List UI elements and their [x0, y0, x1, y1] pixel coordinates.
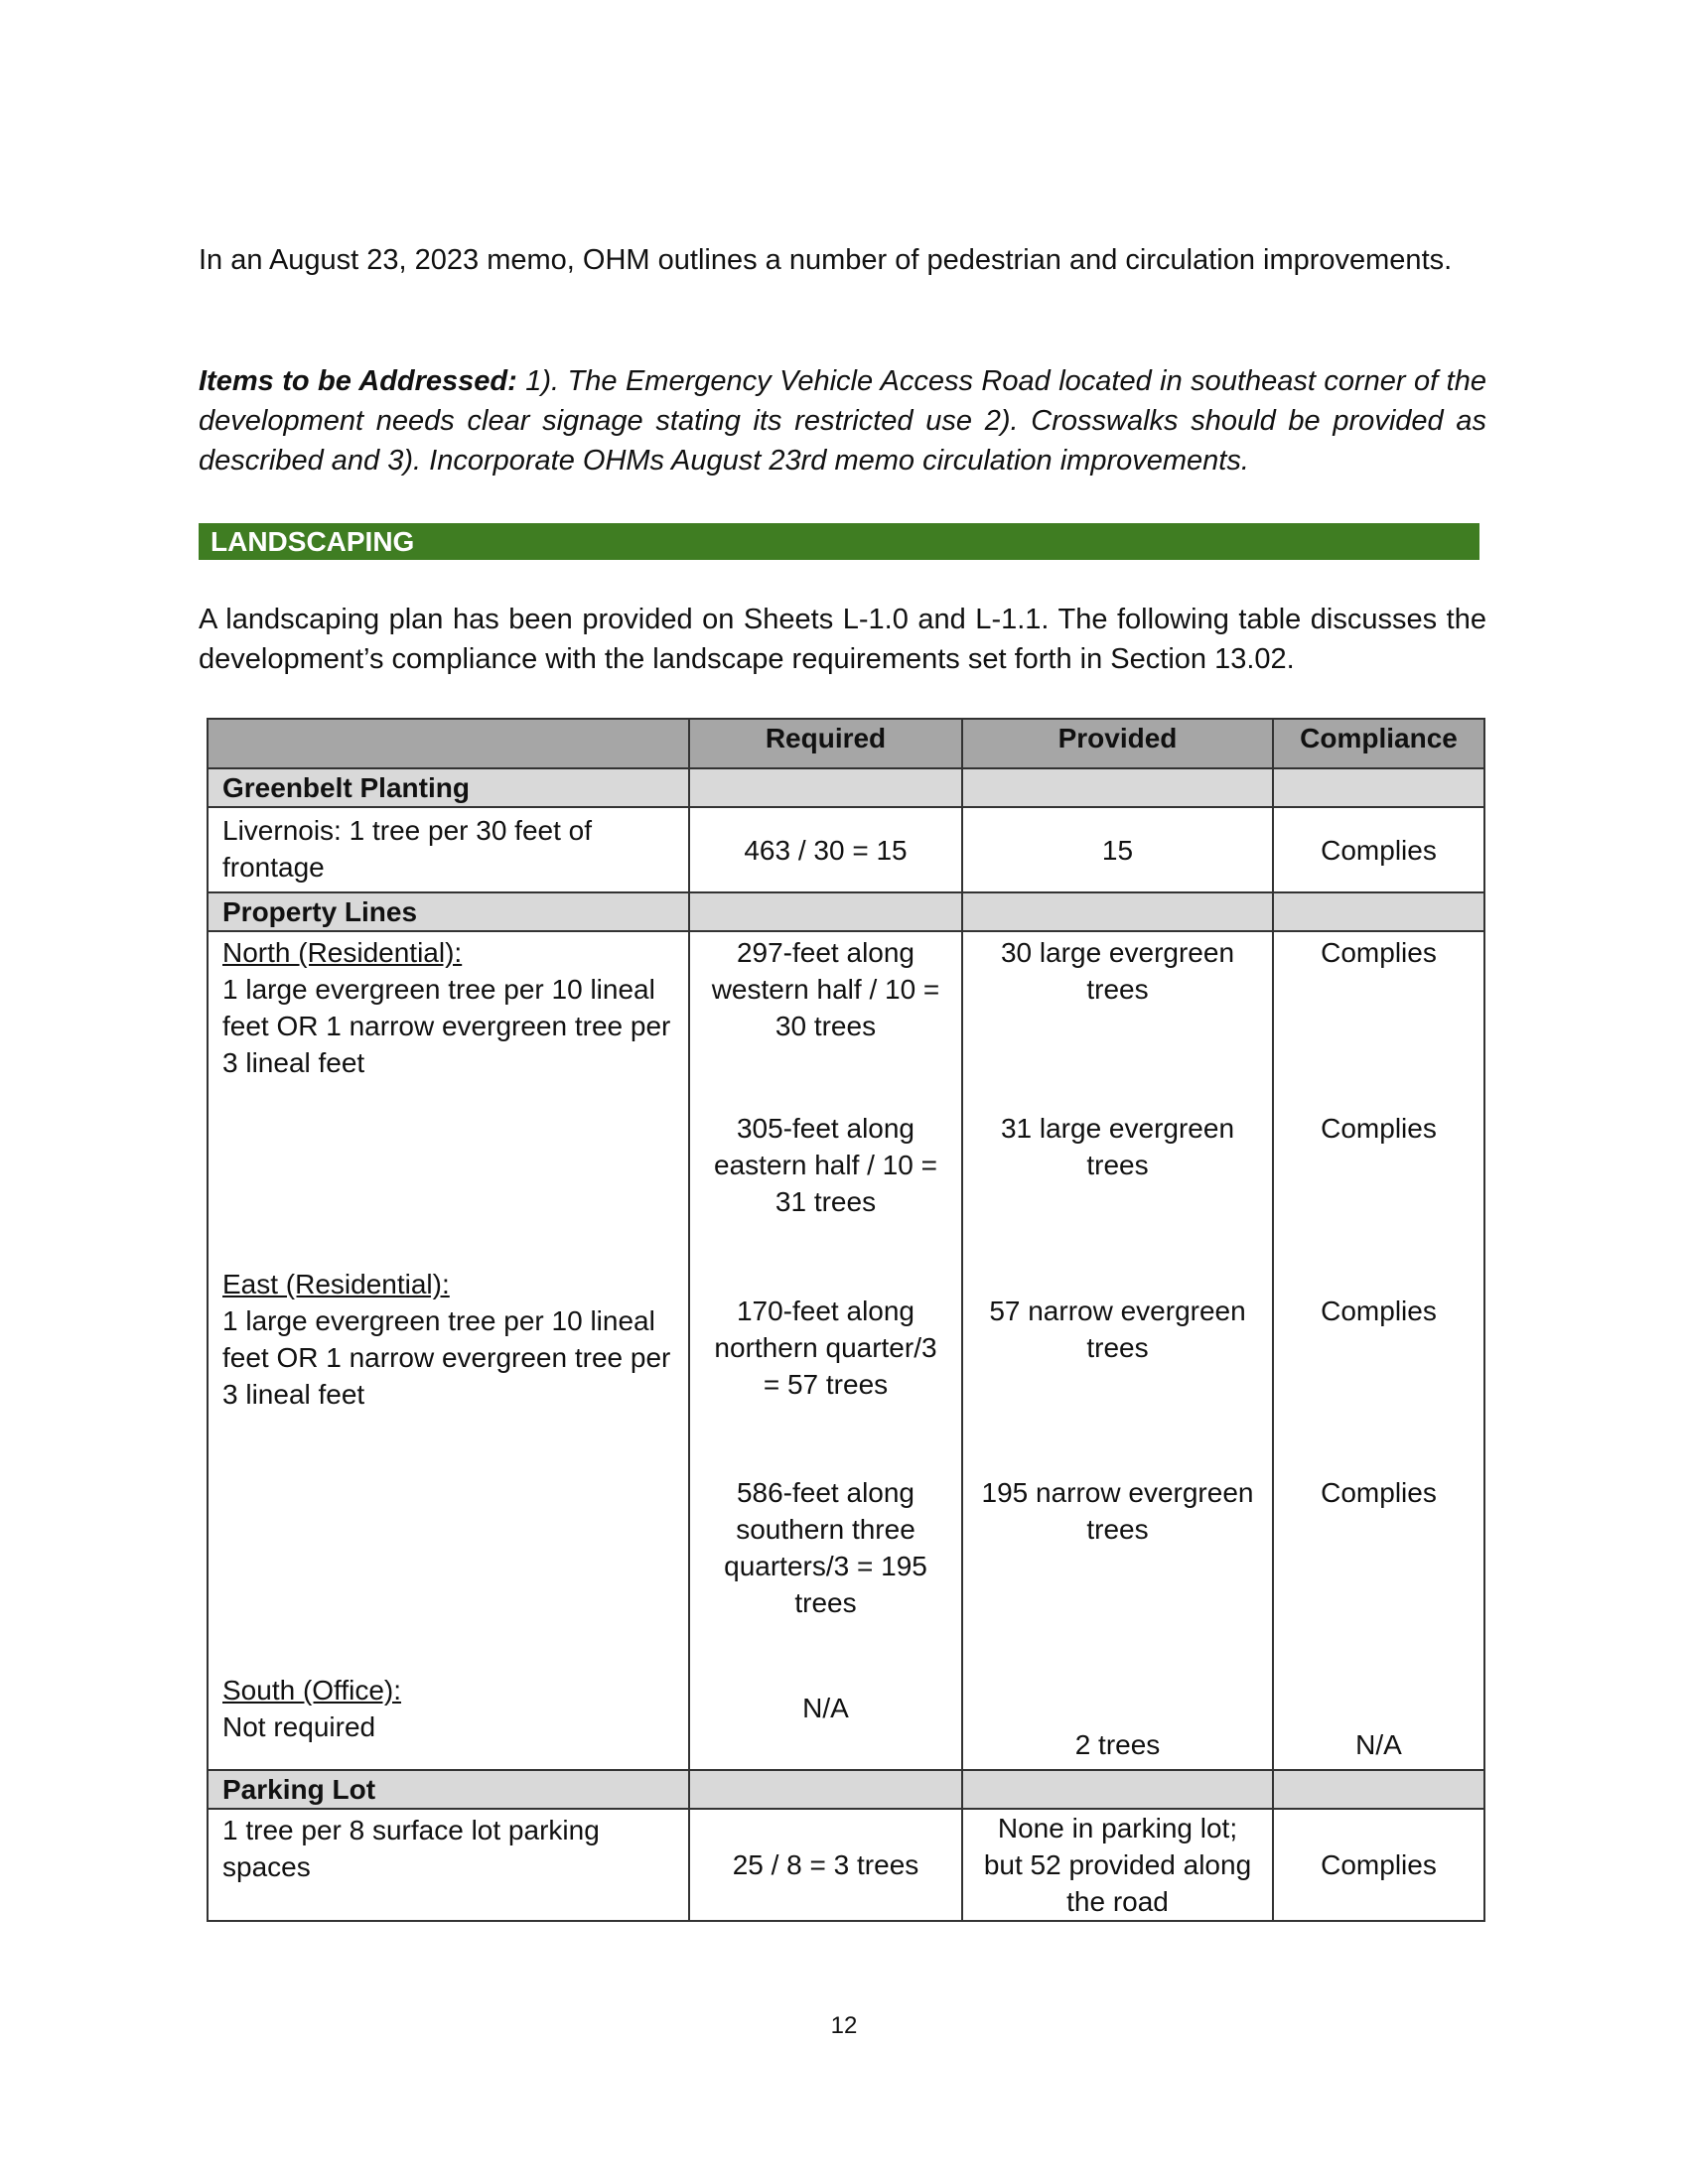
landscape-intro-paragraph: A landscaping plan has been provided on Sheets L-1.0 and L-1.1. The following table discusses the development’s compliance with the landscape requirements set forth in Section 13.02. [199, 604, 1486, 675]
row-compliance [1273, 931, 1484, 1770]
north-description: 1 large evergreen tree per 10 lineal feet OR 1 narrow evergreen tree per 3 lineal feet [222, 974, 671, 1078]
north-required-1: 297-feet along western half / 10 = 30 trees [711, 937, 940, 1041]
group-label: Greenbelt Planting [208, 768, 689, 807]
south-description: Not required [222, 1711, 376, 1742]
east-provided-1: 57 narrow evergreen trees [989, 1296, 1246, 1363]
east-compliance-2: Complies [1321, 1477, 1437, 1508]
row-provided: 15 [962, 807, 1273, 892]
row-description: Livernois: 1 tree per 30 feet of frontage [208, 807, 689, 892]
header-required: Required [689, 719, 962, 768]
south-required: N/A [802, 1693, 849, 1723]
page-number: 12 [830, 2012, 858, 2039]
north-compliance-1: Complies [1321, 937, 1437, 968]
items-lead: Items to be Addressed: [199, 365, 517, 397]
row-description: 1 tree per 8 surface lot parking spaces [208, 1809, 689, 1921]
south-heading: South (Office): [222, 1675, 402, 1706]
header-blank [208, 719, 689, 768]
south-provided: 2 trees [1074, 1729, 1161, 1760]
intro-paragraph: In an August 23, 2023 memo, OHM outlines a number of pedestrian and circulation improvements. [199, 244, 1453, 276]
east-provided-2: 195 narrow evergreen trees [981, 1477, 1254, 1545]
east-compliance-1: Complies [1321, 1296, 1437, 1326]
header-compliance: Compliance [1273, 719, 1484, 768]
row-compliance: Complies [1273, 807, 1484, 892]
east-required-1: 170-feet along northern quarter/3 = 57 trees [714, 1296, 937, 1400]
north-provided-1: 30 large evergreen trees [1000, 937, 1235, 1005]
items-text: 1). The Emergency Vehicle Access Road located in southeast corner of the development needs clear signage stating its restricted use 2). Crosswalks should be provided as described and 3). Incorporate OHMs August 23rd memo circulation improvements. [199, 365, 1486, 477]
south-compliance: N/A [1355, 1729, 1402, 1760]
north-required-2: 305-feet along eastern half / 10 = 31 trees [714, 1113, 937, 1217]
east-required-2: 586-feet along southern three quarters/3 = 195 trees [724, 1477, 927, 1618]
header-provided: Provided [962, 719, 1273, 768]
table-row [208, 931, 1484, 1770]
group-label: Property Lines [208, 892, 689, 931]
table-header-row [208, 719, 1484, 768]
north-compliance-2: Complies [1321, 1113, 1437, 1144]
group-row-parking-lot [208, 1770, 1484, 1809]
landscape-compliance-table [207, 718, 1485, 1922]
row-description [208, 931, 689, 1770]
north-heading: North (Residential): [222, 937, 463, 968]
row-required: 463 / 30 = 15 [689, 807, 962, 892]
group-row-greenbelt [208, 768, 1484, 807]
table-row [208, 1809, 1484, 1921]
row-provided: None in parking lot; but 52 provided along the road [962, 1809, 1273, 1921]
group-row-property-lines [208, 892, 1484, 931]
row-required: 25 / 8 = 3 trees [689, 1809, 962, 1921]
row-compliance: Complies [1273, 1809, 1484, 1921]
east-heading: East (Residential): [222, 1269, 450, 1299]
table-row [208, 807, 1484, 892]
row-provided [962, 931, 1273, 1770]
north-provided-2: 31 large evergreen trees [1000, 1113, 1235, 1180]
east-description: 1 large evergreen tree per 10 lineal feet OR 1 narrow evergreen tree per 3 lineal feet [222, 1305, 671, 1410]
items-to-address-paragraph [199, 361, 1486, 480]
section-heading-landscaping: LANDSCAPING [199, 523, 1479, 560]
row-required [689, 931, 962, 1770]
group-label: Parking Lot [208, 1770, 689, 1809]
